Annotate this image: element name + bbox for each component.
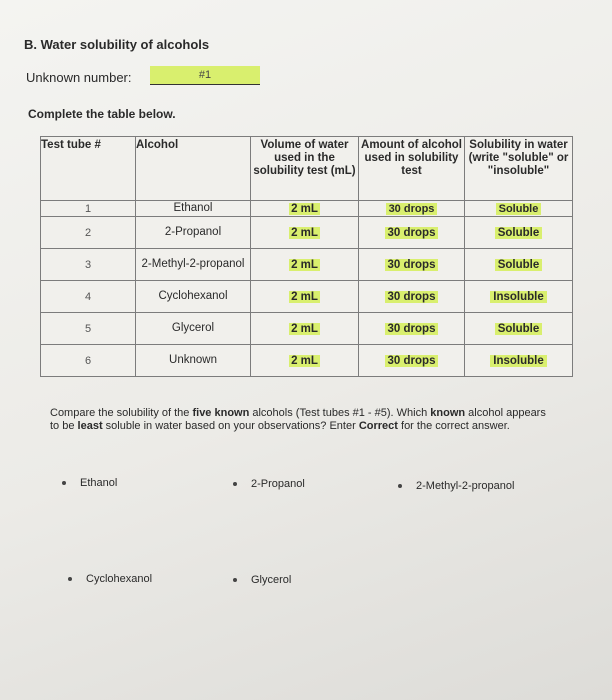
table-header-row: [41, 137, 573, 201]
bullet-icon: [233, 578, 237, 582]
volume-value: 2 mL: [291, 290, 318, 303]
table-row: [41, 345, 573, 377]
choice-label: Glycerol: [251, 574, 292, 586]
question-part: alcohol appears to be: [50, 407, 546, 432]
tube-number: 1: [41, 201, 136, 217]
alcohol-name: Ethanol: [136, 201, 251, 217]
solubility-value: Insoluble: [490, 355, 546, 367]
choice-cyclohexanol[interactable]: [68, 573, 152, 585]
amount-value: 30 drops: [386, 203, 438, 215]
amount-value: 30 drops: [385, 259, 439, 271]
amount-value: 30 drops: [385, 355, 439, 367]
choice-glycerol[interactable]: [233, 574, 291, 586]
bullet-icon: [62, 481, 66, 485]
question-part: Compare the solubility of the: [50, 407, 193, 419]
volume-cell[interactable]: [251, 217, 359, 249]
solubility-cell[interactable]: [465, 345, 573, 377]
solubility-value: Soluble: [495, 227, 543, 239]
alcohol-name: 2-Methyl-2-propanol: [136, 249, 251, 281]
amount-value: 30 drops: [385, 227, 439, 239]
bullet-icon: [398, 484, 402, 488]
choice-label: Cyclohexanol: [86, 573, 153, 585]
alcohol-name: Glycerol: [136, 313, 251, 345]
table-row: [41, 201, 573, 217]
tube-number: 3: [41, 249, 136, 281]
header-test-tube: Test tube #: [41, 137, 136, 201]
alcohol-name: 2-Propanol: [136, 217, 251, 249]
choice-2-methyl-2-propanol[interactable]: [398, 480, 514, 492]
tube-number: 6: [41, 345, 136, 377]
amount-cell[interactable]: [359, 281, 465, 313]
volume-value: 2 mL: [291, 322, 318, 335]
volume-value: 2 mL: [291, 226, 318, 239]
header-solubility: Solubility in water (write "soluble" or "insoluble": [465, 137, 573, 201]
header-amount: Amount of alcohol used in solubility test: [359, 137, 465, 201]
section-title: B. Water solubility of alcohols: [24, 37, 210, 52]
bullet-icon: [68, 577, 72, 581]
question-part: soluble in water based on your observations? Enter: [102, 419, 359, 432]
table-row: [41, 249, 573, 281]
amount-value: 30 drops: [385, 323, 439, 335]
volume-cell[interactable]: [251, 345, 359, 377]
tube-number: 5: [41, 313, 136, 345]
amount-cell[interactable]: [359, 345, 465, 377]
amount-value: 30 drops: [385, 291, 439, 303]
volume-value: 2 mL: [291, 258, 318, 271]
question-part: alcohols (Test tubes #1 - #5). Which: [249, 407, 431, 419]
question-emphasis: five known: [192, 407, 250, 419]
solubility-cell[interactable]: [465, 217, 573, 249]
choice-label: 2-Propanol: [251, 478, 305, 490]
volume-value: 2 mL: [291, 354, 318, 367]
question-part: for the correct answer.: [397, 419, 510, 432]
unknown-number-label: Unknown number:: [26, 70, 132, 85]
solubility-table: [40, 136, 573, 377]
solubility-cell[interactable]: [465, 313, 573, 345]
volume-cell[interactable]: [251, 249, 359, 281]
solubility-cell[interactable]: [465, 201, 573, 217]
alcohol-name: Cyclohexanol: [136, 281, 251, 313]
question-emphasis: least: [77, 419, 103, 432]
table-row: [41, 281, 573, 313]
solubility-value: Insoluble: [490, 291, 546, 303]
volume-cell[interactable]: [251, 281, 359, 313]
amount-cell[interactable]: [359, 217, 465, 249]
choice-2-propanol[interactable]: [233, 478, 305, 490]
table-row: [41, 313, 573, 345]
choice-label: Ethanol: [80, 477, 118, 489]
question-emphasis: Correct: [358, 419, 398, 432]
header-volume: Volume of water used in the solubility test (mL): [251, 137, 359, 201]
bullet-icon: [233, 482, 237, 486]
header-alcohol: Alcohol: [136, 137, 251, 201]
question-emphasis: known: [430, 407, 466, 419]
amount-cell[interactable]: [359, 313, 465, 345]
question-text: [50, 407, 550, 432]
choice-label: 2-Methyl-2-propanol: [416, 480, 515, 492]
solubility-value: Soluble: [495, 323, 543, 335]
volume-value: 2 mL: [291, 202, 318, 215]
solubility-cell[interactable]: [465, 249, 573, 281]
volume-cell[interactable]: [251, 201, 359, 217]
choice-ethanol[interactable]: [62, 477, 117, 489]
amount-cell[interactable]: [359, 201, 465, 217]
solubility-value: Soluble: [496, 203, 542, 215]
table-instruction: Complete the table below.: [28, 107, 176, 121]
tube-number: 2: [41, 217, 136, 249]
amount-cell[interactable]: [359, 249, 465, 281]
volume-cell[interactable]: [251, 313, 359, 345]
alcohol-name: Unknown: [136, 345, 251, 377]
tube-number: 4: [41, 281, 136, 313]
table-row: [41, 217, 573, 249]
solubility-value: Soluble: [495, 259, 543, 271]
solubility-cell[interactable]: [465, 281, 573, 313]
unknown-number-field[interactable]: #1: [150, 66, 260, 85]
